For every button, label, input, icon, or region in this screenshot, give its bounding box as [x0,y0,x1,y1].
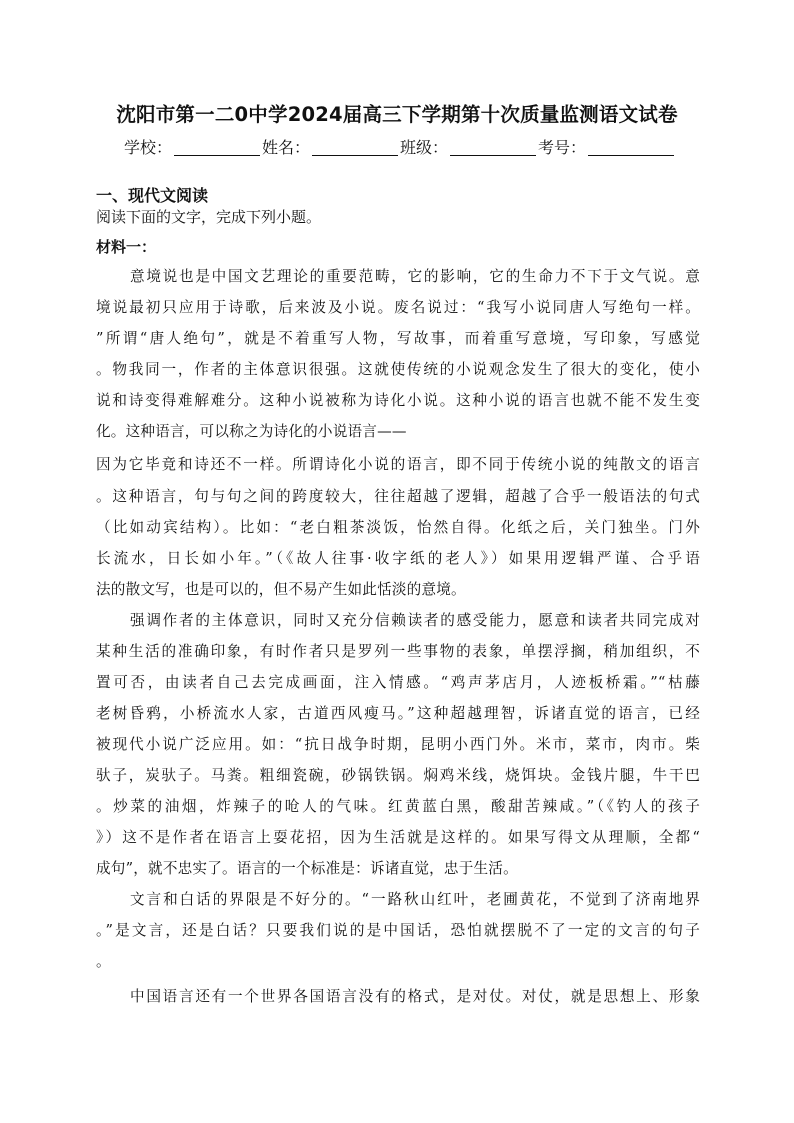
body-line: 因为它毕竟和诗还不一样。所谓诗化小说的语言，即不同于传统小说的纯散文的语言 [96,456,700,473]
exam-number-label: 考号： [538,138,587,157]
body-line: 。物我同一，作者的主体意识很强。这就使传统的小说观念发生了很大的变化，使小 [96,361,700,378]
body-line: （比如动宾结构）。比如：“老白粗茶淡饭，怡然自得。化纸之后，关门独坐。门外 [96,519,700,536]
body-line: 文言和白话的界限是不好分的。“一路秋山红叶，老圃黄花，不觉到了济南地界 [130,891,700,908]
instruction-text: 阅读下面的文字，完成下列小题。 [96,208,322,226]
class-label: 班级： [400,138,449,157]
school-blank[interactable] [174,139,260,156]
name-blank[interactable] [312,139,398,156]
body-line: 。”是文言，还是白话？只要我们说的是中国话，恐怕就摆脱不了一定的文言的句子 [96,922,700,939]
section-heading: 一、现代文阅读 [96,186,209,205]
body-line: 》）这不是作者在语言上耍花招，因为生活就是这样的。如果写得文从理顺，全都“ [96,829,700,846]
body-line: 长流水，日长如小年。”（《故人往事·收字纸的老人》）如果用逻辑严谨、合乎语 [96,550,700,567]
body-line: 成句”，就不忠实了。语言的一个标准是：诉诸直觉，忠于生活。 [96,860,518,877]
material-label: 材料一： [96,238,157,256]
body-line: 被现代小说广泛应用。如：“抗日战争时期，昆明小西门外。米市，菜市，肉市。柴 [96,736,700,753]
student-info-line [124,135,676,158]
exam-number-blank[interactable] [588,139,674,156]
body-line: 法的散文写，也是可以的，但不易产生如此恬淡的意境。 [96,581,466,598]
body-line: 。 [96,953,111,970]
body-line: 说和诗变得难解难分。这种小说被称为诗化小说。这种小说的语言也就不能不发生变 [96,392,700,409]
body-line: 化。这种语言，可以称之为诗化的小说语言—— [96,423,407,440]
name-label: 姓名： [262,138,311,157]
body-line: 强调作者的主体意识，同时又充分信赖读者的感受能力，愿意和读者共同完成对 [130,612,700,629]
school-label: 学校： [124,138,173,157]
body-line: 境说最初只应用于诗歌，后来波及小说。废名说过：“我写小说同唐人写绝句一样。 [96,299,700,316]
body-line: 老树昏鸦，小桥流水人家，古道西风瘦马。”这种超越理智，诉诸直觉的语言，已经 [96,705,700,722]
body-line: 某种生活的准确印象，有时作者只是罗列一些事物的表象，单摆浮搁，稍加组织，不 [96,643,700,660]
body-line: 中国语言还有一个世界各国语言没有的格式，是对仗。对仗，就是思想上、形象 [130,988,700,1005]
body-line: 意境说也是中国文艺理论的重要范畴，它的影响，它的生命力不下于文气说。意 [130,268,700,285]
page-title: 沈阳市第一二0中学2024届高三下学期第十次质量监测语文试卷 [116,103,678,126]
body-line: ”所谓“唐人绝句”，就是不着重写人物，写故事，而着重写意境，写印象，写感觉 [96,330,700,347]
body-line: 置可否，由读者自己去完成画面，注入情感。“鸡声茅店月，人迹板桥霜。”“枯藤 [96,674,700,691]
body-line: 。炒菜的油烟，炸辣子的呛人的气味。红黄蓝白黑，酸甜苦辣咸。”（《钓人的孩子 [96,798,700,815]
body-line: 驮子，炭驮子。马粪。粗细瓷碗，砂锅铁锅。焖鸡米线，烧饵块。金钱片腿，牛干巴 [96,767,700,784]
body-line: 。这种语言，句与句之间的跨度较大，往往超越了逻辑，超越了合乎一般语法的句式 [96,488,700,505]
class-blank[interactable] [450,139,536,156]
